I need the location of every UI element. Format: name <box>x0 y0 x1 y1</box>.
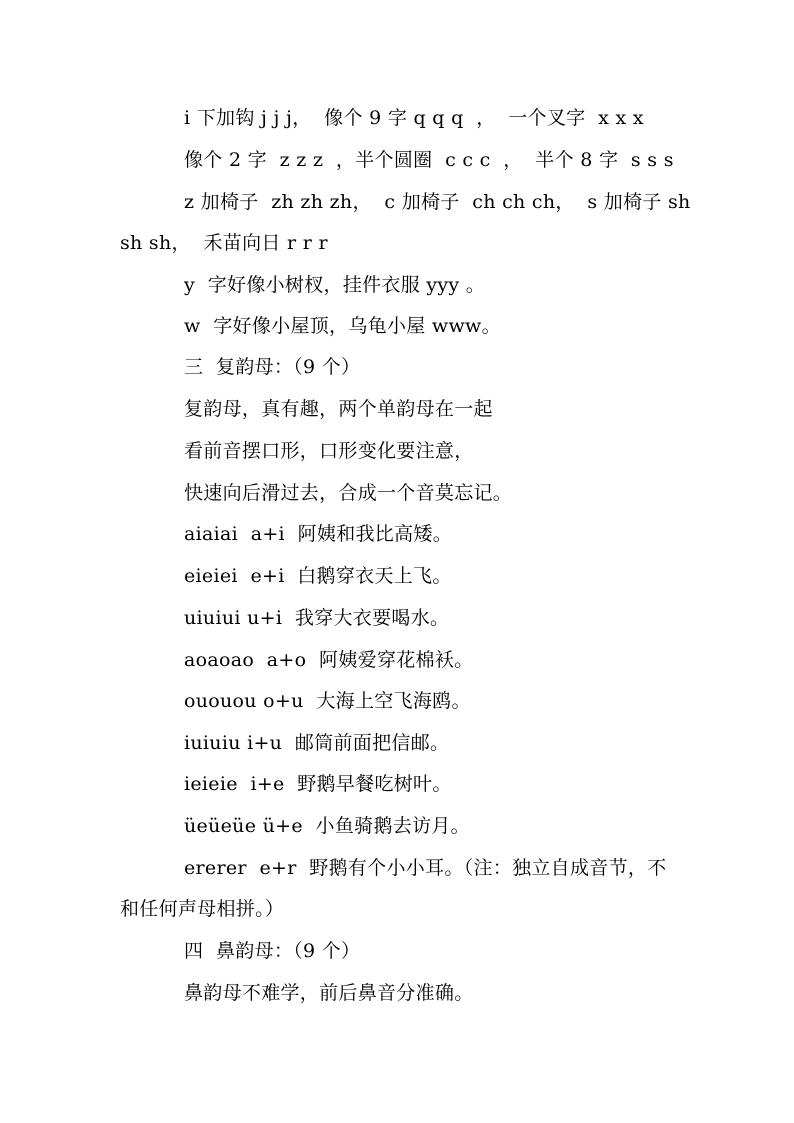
text-line: w 字好像小屋顶，乌龟小屋 www。 <box>184 315 501 337</box>
text-line: 鼻韵母不难学，前后鼻音分准确。 <box>184 982 474 1004</box>
text-line: uiuiui u+i 我穿大衣要喝水。 <box>184 607 450 629</box>
section-heading: 四 鼻韵母：（9 个） <box>184 940 361 962</box>
text-line: aiaiai a+i 阿姨和我比高矮。 <box>184 523 452 545</box>
text-line: 像个 2 字 z z z ，半个圆圈 c c c ， 半个 8 字 s s s <box>184 149 674 171</box>
text-line: 看前音摆口形，口形变化要注意， <box>184 440 474 462</box>
text-line: eieiei e+i 白鹅穿衣天上飞。 <box>184 565 452 587</box>
text-line: ououou o+u 大海上空飞海鸥。 <box>184 690 471 712</box>
text-line: i 下加钩 j j j， 像个 9 字 q q q ， 一个叉字 x x x <box>184 107 644 129</box>
text-line: iuiuiu i+u 邮筒前面把信邮。 <box>184 732 450 754</box>
text-line: 和任何声母相拼。） <box>120 898 285 920</box>
text-line: üeüeüe ü+e 小鱼骑鹅去访月。 <box>184 815 470 837</box>
text-line: aoaoao a+o 阿姨爱穿花棉袄。 <box>184 649 474 671</box>
text-line: z 加椅子 zh zh zh， c 加椅子 ch ch ch， s 加椅子 sh <box>184 191 691 213</box>
text-line: sh sh， 禾苗向日 r r r <box>120 232 328 254</box>
text-line: ererer e+r 野鹅有个小小耳。（注：独立自成音节，不 <box>184 857 667 879</box>
text-line: y 字好像小树杈，挂件衣服 yyy 。 <box>184 274 486 296</box>
section-heading: 三 复韵母：（9 个） <box>184 356 361 378</box>
text-line: 复韵母，真有趣，两个单韵母在一起 <box>184 398 493 420</box>
text-line: 快速向后滑过去，合成一个音莫忘记。 <box>184 482 513 504</box>
text-line: ieieie i+e 野鹅早餐吃树叶。 <box>184 773 452 795</box>
